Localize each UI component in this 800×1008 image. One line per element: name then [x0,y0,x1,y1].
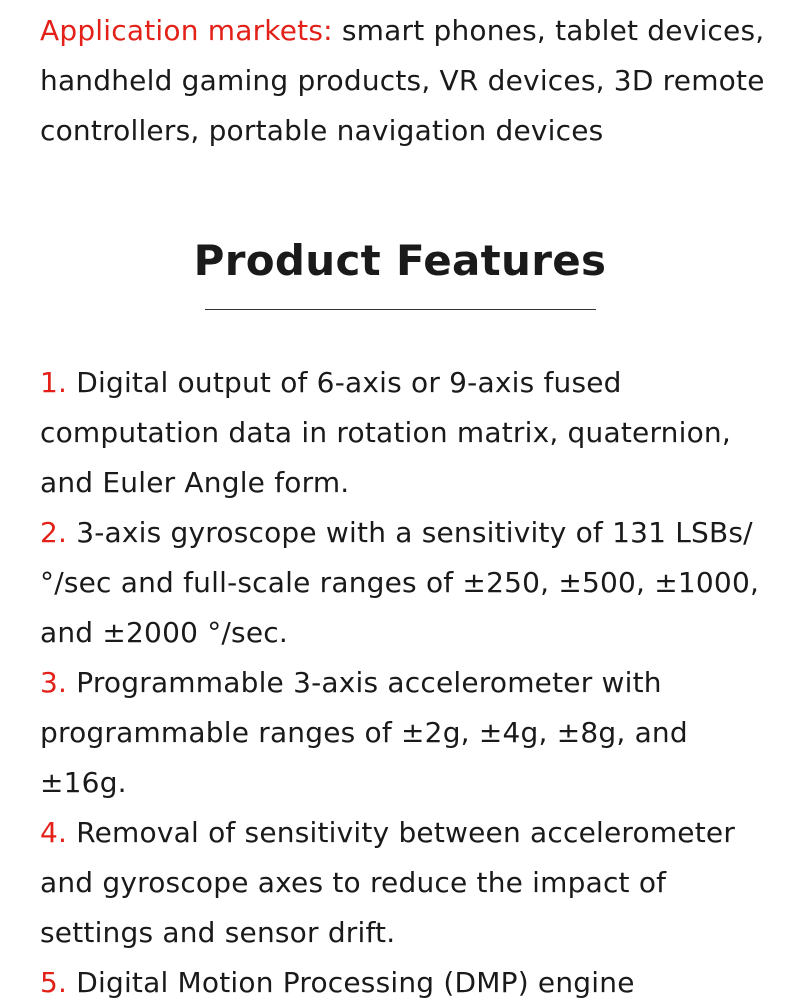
section-divider [205,309,596,310]
feature-item-2 [40,508,766,658]
application-markets-text: smart phones, tablet devices, handheld gaming products, VR devices, 3D remote controllers, portable navigation devices [40,14,765,147]
feature-number: 4. [40,816,68,849]
feature-text: 3-axis gyroscope with a sensitivity of 131 LSBs/°/sec and full-scale ranges of ±250, ±500, ±1000, and ±2000 °/sec. [40,516,760,649]
feature-number: 3. [40,666,68,699]
feature-item-3 [40,658,766,808]
intro-block [40,0,766,156]
feature-text: Digital output of 6-axis or 9-axis fused computation data in rotation matrix, quaternion, and Euler Angle form. [40,366,731,499]
application-markets-label: Application markets: [40,14,333,47]
feature-number: 5. [40,966,68,999]
feature-item-1 [40,358,766,508]
feature-item-4 [40,808,766,958]
feature-text: Programmable 3-axis accelerometer with programmable ranges of ±2g, ±4g, ±8g, and ±16g. [40,666,688,799]
section-heading [0,229,800,293]
feature-number: 2. [40,516,68,549]
features-list [40,358,766,1008]
feature-number: 1. [40,366,68,399]
application-markets-paragraph [40,0,766,156]
section-title: Product Features [193,236,607,285]
feature-text: Digital Motion Processing (DMP) engine [76,966,635,999]
feature-text: Removal of sensitivity between accelerometer and gyroscope axes to reduce the impact of settings and sensor drift. [40,816,736,949]
feature-item-5 [40,958,766,1008]
